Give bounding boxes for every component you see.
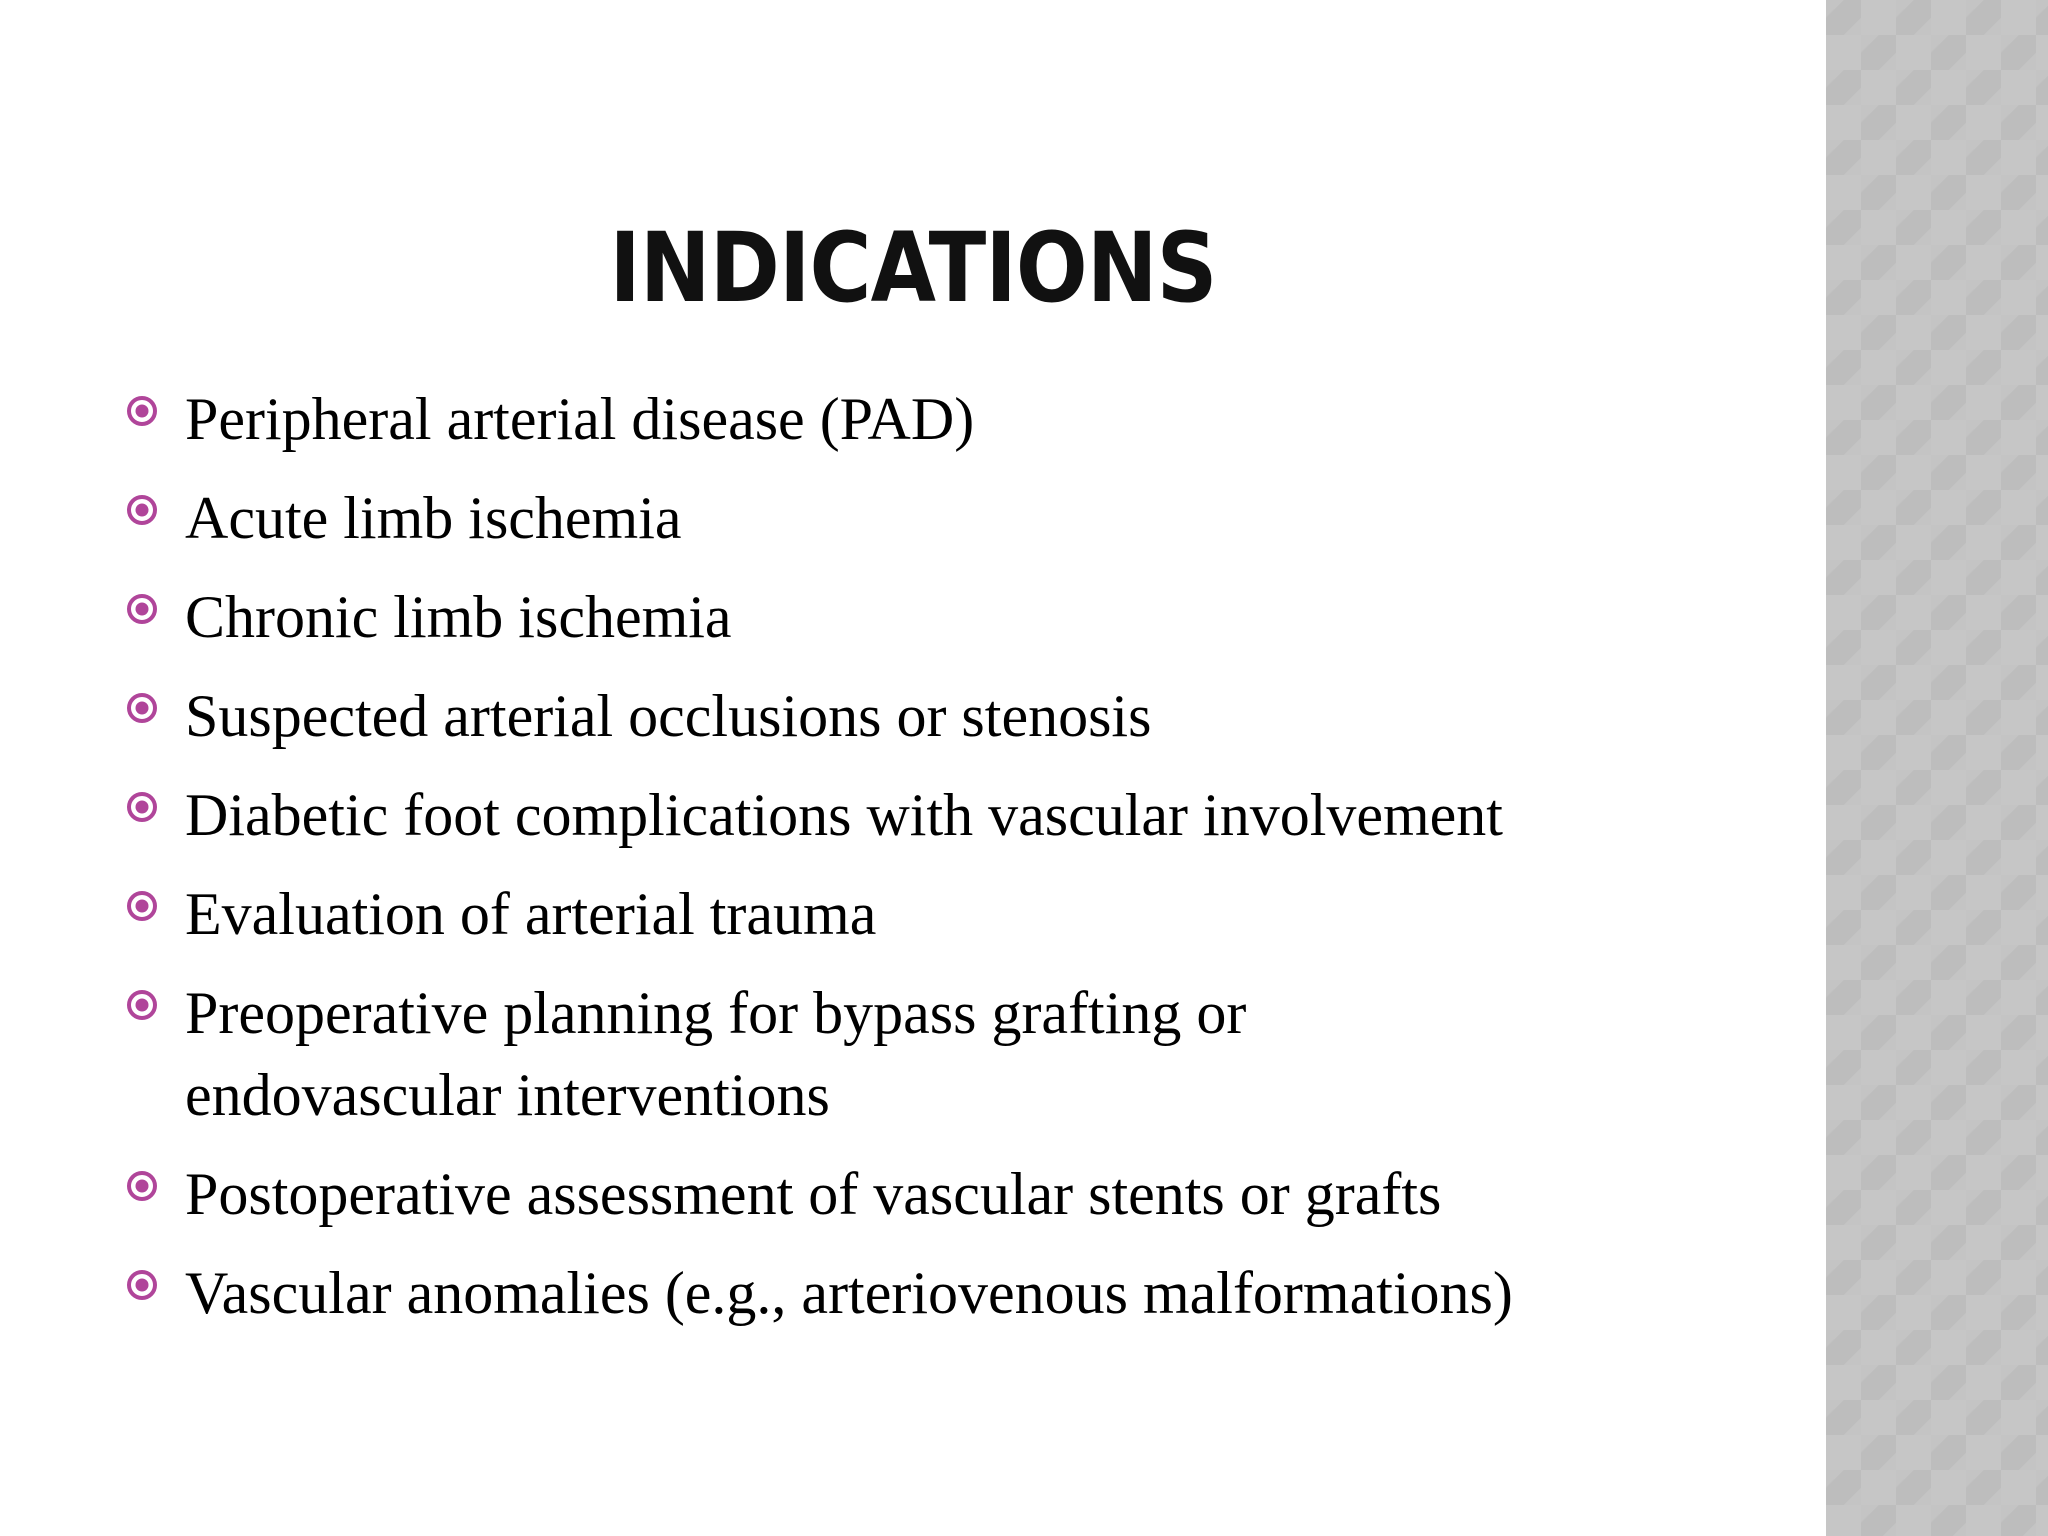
bullet-text: Acute limb ischemia	[185, 485, 682, 551]
bullet-text: Postoperative assessment of vascular stents or grafts	[185, 1161, 1442, 1227]
circled-dot-bullet-icon	[125, 889, 159, 923]
circled-dot-bullet-icon	[125, 1169, 159, 1203]
list-item	[125, 477, 1785, 559]
slide-title: INDICATIONS	[609, 212, 1217, 324]
list-item	[125, 576, 1785, 658]
bullet-text: Vascular anomalies (e.g., arteriovenous malformations)	[185, 1260, 1513, 1326]
bullet-text: Suspected arterial occlusions or stenosis	[185, 683, 1152, 749]
circled-dot-bullet-icon	[125, 592, 159, 626]
bullet-list	[125, 378, 1785, 1351]
circled-dot-bullet-icon	[125, 988, 159, 1022]
bullet-text: Preoperative planning for bypass grafting or endovascular interventions	[185, 980, 1247, 1128]
list-item	[125, 378, 1785, 460]
list-item	[125, 972, 1525, 1136]
bullet-text: Evaluation of arterial trauma	[185, 881, 877, 947]
list-item	[125, 1153, 1785, 1235]
circled-dot-bullet-icon	[125, 790, 159, 824]
circled-dot-bullet-icon	[125, 493, 159, 527]
decorative-side-panel	[1826, 0, 2048, 1536]
circled-dot-bullet-icon	[125, 691, 159, 725]
bullet-text: Peripheral arterial disease (PAD)	[185, 386, 975, 452]
circled-dot-bullet-icon	[125, 1268, 159, 1302]
circled-dot-bullet-icon	[125, 394, 159, 428]
list-item	[125, 873, 1785, 955]
list-item	[125, 1252, 1785, 1334]
list-item	[125, 675, 1785, 757]
list-item	[125, 774, 1785, 856]
bullet-text: Diabetic foot complications with vascular involvement	[185, 782, 1503, 848]
bullet-text: Chronic limb ischemia	[185, 584, 732, 650]
